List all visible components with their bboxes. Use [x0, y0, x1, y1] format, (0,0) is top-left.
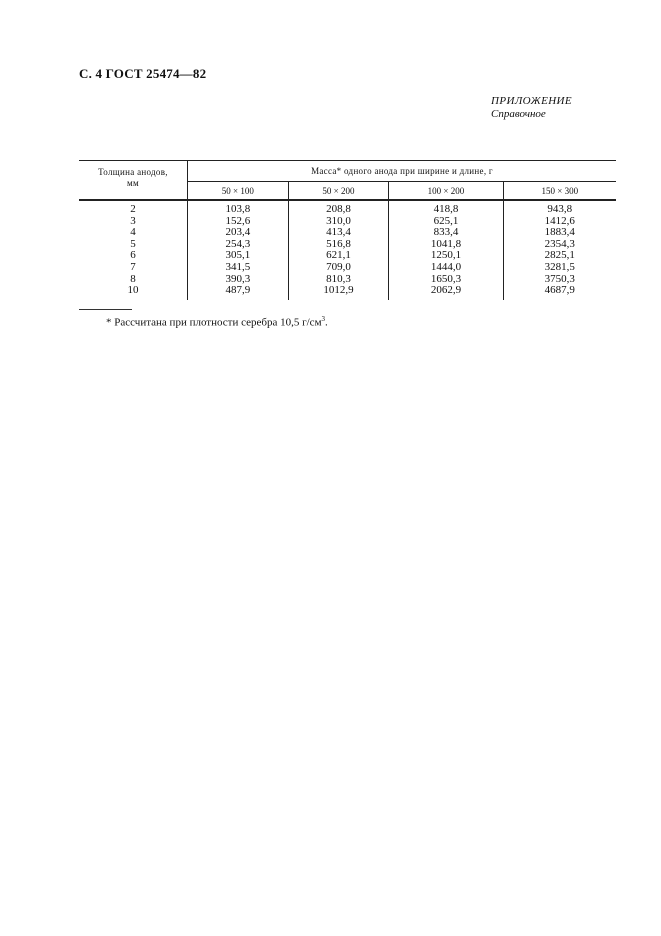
mass-cell: 487,9 [188, 285, 289, 300]
mass-cell: 709,0 [288, 262, 389, 274]
thickness-cell: 7 [79, 262, 188, 274]
thickness-cell: 4 [79, 227, 188, 239]
thickness-cell: 3 [79, 216, 188, 228]
table-row [79, 262, 616, 274]
mass-cell: 833,4 [389, 227, 503, 239]
mass-cell: 2062,9 [389, 285, 503, 300]
thickness-cell: 2 [79, 200, 188, 216]
mass-cell: 413,4 [288, 227, 389, 239]
mass-cell: 1250,1 [389, 250, 503, 262]
thickness-cell: 10 [79, 285, 188, 300]
mass-cell: 390,3 [188, 274, 289, 286]
mass-cell: 810,3 [288, 274, 389, 286]
mass-cell: 208,8 [288, 200, 389, 216]
size-header-2: 50 × 200 [288, 182, 389, 201]
mass-cell: 341,5 [188, 262, 289, 274]
table-row [79, 285, 616, 300]
mass-cell: 4687,9 [544, 284, 575, 297]
thickness-cell: 6 [79, 250, 188, 262]
footnote [106, 315, 328, 329]
size-header-1: 50 × 100 [188, 182, 289, 201]
anode-mass-table [79, 160, 616, 300]
appendix-title: ПРИЛОЖЕНИЕ [491, 95, 572, 107]
mass-cell: 152,6 [188, 216, 289, 228]
mass-cell: 625,1 [389, 216, 503, 228]
thickness-cell: 8 [79, 274, 188, 286]
mass-column-header: Масса* одного анода при ширине и длине, г [188, 161, 617, 182]
page-header: С. 4 ГОСТ 25474—82 [79, 66, 207, 81]
mass-cell: 418,8 [389, 200, 503, 216]
mass-cell: 1012,9 [288, 285, 389, 300]
mass-cell: 1883,4 [544, 226, 575, 239]
mass-cell: 516,8 [288, 239, 389, 251]
footnote-divider [79, 309, 132, 310]
mass-cell: 254,3 [188, 239, 289, 251]
table-row [79, 200, 616, 216]
thickness-header-line1: Толщина анодов, [98, 167, 168, 177]
appendix-label [491, 95, 572, 121]
mass-cell: 2825,1 [544, 249, 575, 262]
mass-cell: 1444,0 [389, 262, 503, 274]
footnote-text: * Рассчитана при плотности серебра 10,5 г/см [106, 316, 322, 329]
mass-cell: 305,1 [188, 250, 289, 262]
mass-cell: 1041,8 [389, 239, 503, 251]
thickness-header-line2: мм [127, 178, 139, 188]
mass-cell: 310,0 [288, 216, 389, 228]
appendix-subtitle: Справочное [491, 108, 546, 120]
mass-cell: 943,8 [547, 203, 573, 215]
mass-cell: 2354,3 [544, 237, 575, 250]
size-header-3: 100 × 200 [389, 182, 503, 201]
size-header-4: 150 × 300 [503, 182, 616, 201]
mass-cell: 3281,5 [544, 260, 575, 273]
mass-cell: 621,1 [288, 250, 389, 262]
mass-cell: 3750,3 [544, 272, 575, 285]
mass-cell: 103,8 [188, 200, 289, 216]
footnote-superscript: 3 [321, 315, 326, 323]
thickness-column-header [79, 161, 188, 201]
mass-cell: 1650,3 [389, 274, 503, 286]
footnote-end: . [325, 316, 328, 329]
thickness-cell: 5 [79, 239, 188, 251]
mass-cell: 203,4 [188, 227, 289, 239]
mass-cell: 1412,6 [544, 214, 575, 227]
